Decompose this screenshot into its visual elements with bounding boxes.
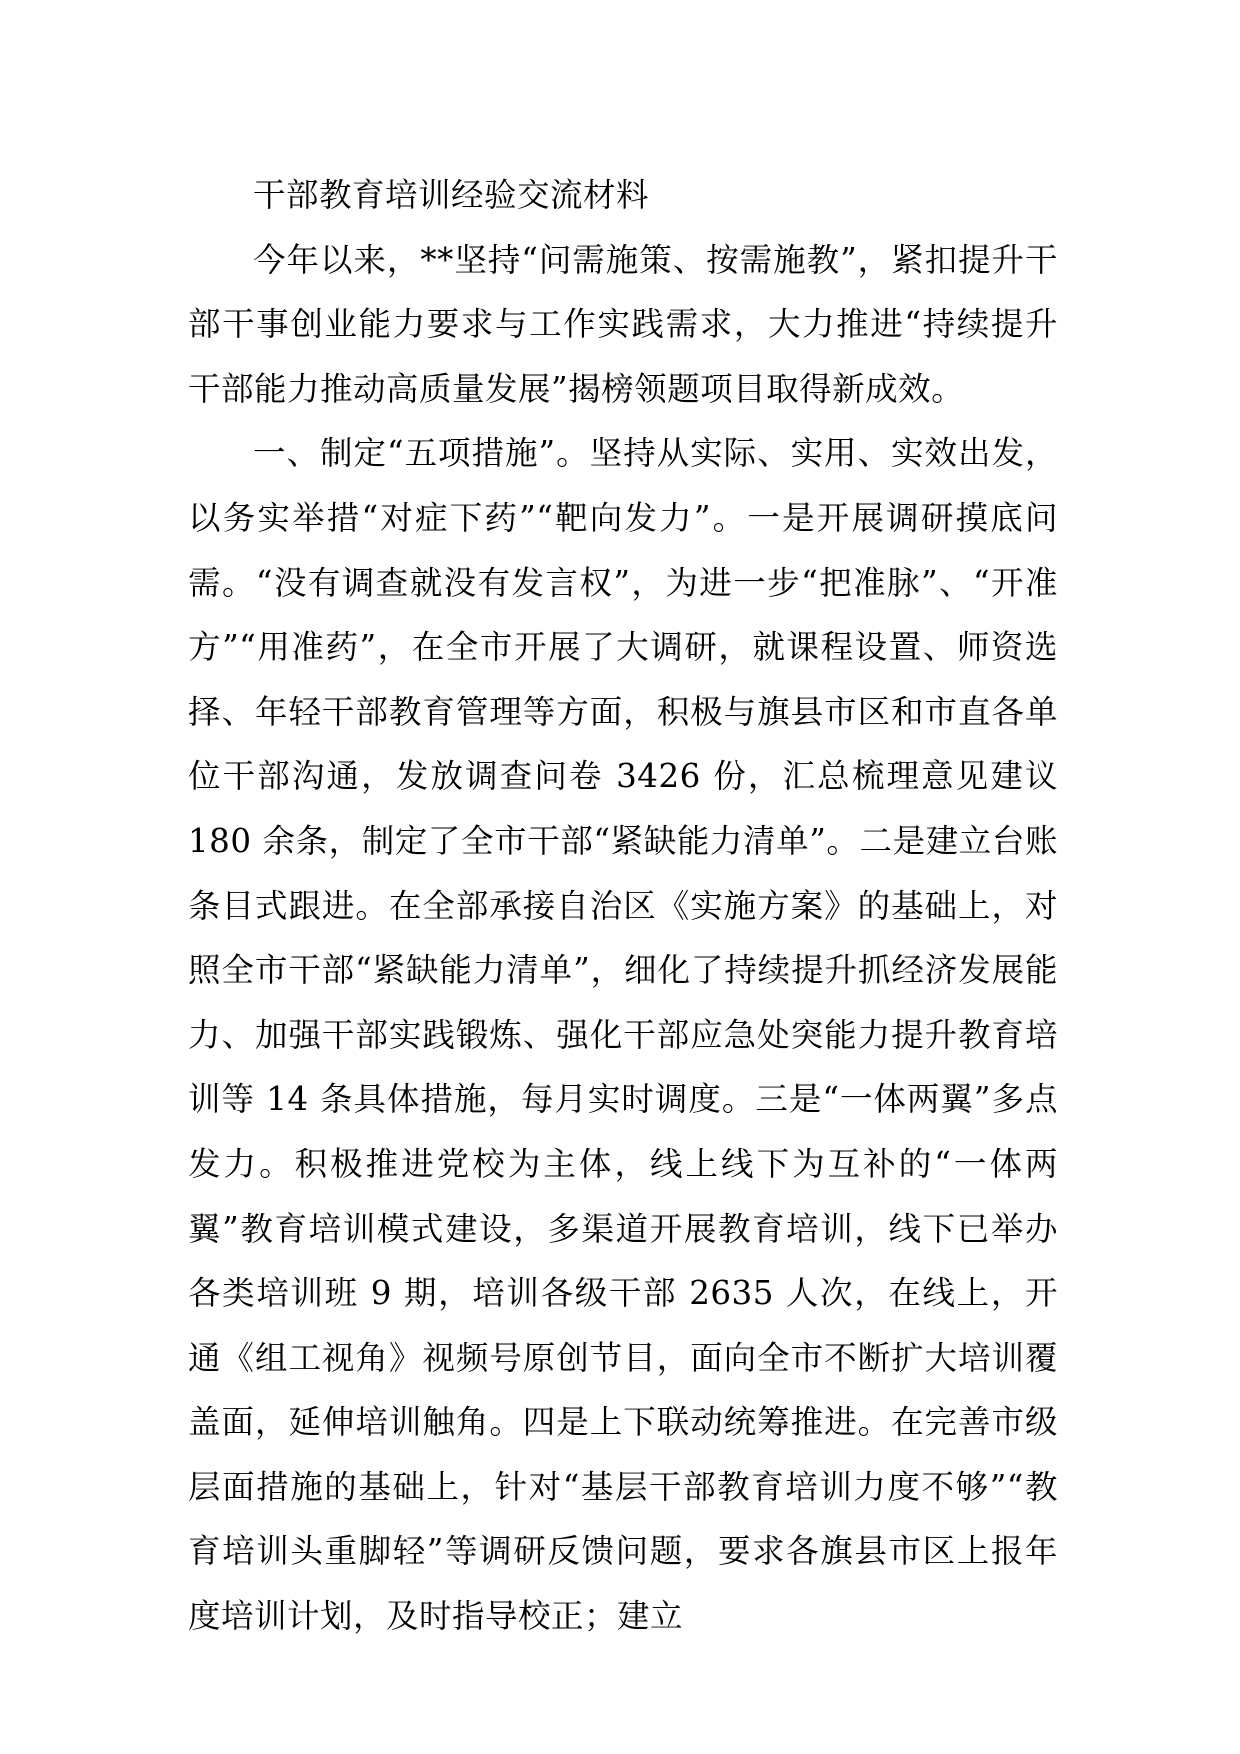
section-one-paragraph: 一、制定“五项措施”。坚持从实际、实用、实效出发，以务实举措“对症下药”“靶向发力”。一是开展调研摸底问需。“没有调查就没有发言权”，为进一步“把准脉”、“开准方”“用准药”，在全市开展了大调研，就课程设置、师资选择、年轻干部教育管理等方面，积极与旗县市区和市直各单位干部沟通，发放调查问卷 3426 份，汇总梳理意见建议 180 余条，制定了全市干部“紧缺能力清单”。二是建立台账条目式跟进。在全部承接自治区《实施方案》的基础上，对照全市干部“紧缺能力清单”，细化了持续提升抓经济发展能力、加强干部实践锻炼、强化干部应急处突能力提升教育培训等 14 条具体措施，每月实时调度。三是“一体两翼”多点发力。积极推进党校为主体，线上线下为互补的“一体两翼”教育培训模式建设，多渠道开展教育培训，线下已举办各类培训班 9 期，培训各级干部 2635 人次，在线上，开通《组工视角》视频号原创节目，面向全市不断扩大培训覆盖面，延伸培训触角。四是上下联动统筹推进。在完善市级层面措施的基础上，针对“基层干部教育培训力度不够”“教育培训头重脚轻”等调研反馈问题，要求各旗县市区上报年度培训计划，及时指导校正；建立 [188,434,1058,1636]
document-body [188,163,1058,1649]
document-title: 干部教育培训经验交流材料 [253,176,650,214]
intro-paragraph: 今年以来，**坚持“问需施策、按需施教”，紧扣提升干部干事创业能力要求与工作实践需求，大力推进“持续提升干部能力推动高质量发展”揭榜领题项目取得新成效。 [188,240,1058,408]
